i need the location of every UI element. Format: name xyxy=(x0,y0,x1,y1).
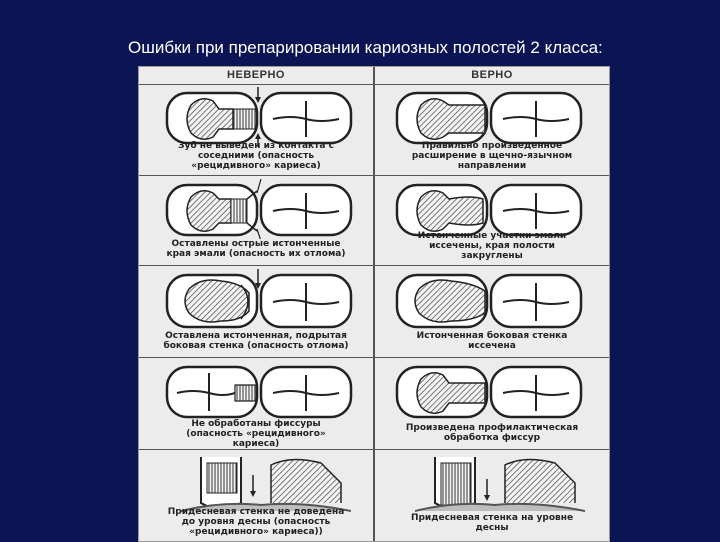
header-wrong: НЕВЕРНО xyxy=(227,69,285,81)
tooth-diagram-right-1 xyxy=(391,87,591,147)
slide-title: Ошибки при препарировании кариозных полостей 2 класса: xyxy=(128,38,603,57)
caption-wrong-4: Не обработаны фиссуры (опасность «рецидивного» кариеса) xyxy=(186,419,326,449)
row-divider xyxy=(139,265,609,266)
tooth-diagram-right-2 xyxy=(391,179,591,239)
tooth-diagram-wrong-2 xyxy=(161,179,361,239)
caption-right-4: Произведена профилактическая обработка фиссур xyxy=(405,423,579,443)
header-right: ВЕРНО xyxy=(471,69,513,81)
caption-right-2: Истонченные участки эмали иссечены, края полости закруглены xyxy=(417,231,567,261)
dental-figure xyxy=(138,66,610,542)
row-divider xyxy=(139,357,609,358)
tooth-diagram-wrong-1 xyxy=(161,87,361,147)
caption-wrong-5: Придесневая стенка не доведена до уровня десны (опасность «рецидивного» кариеса)) xyxy=(167,507,345,537)
caption-right-1: Правильно произведенное расширение в щечно-язычном направлении xyxy=(411,141,573,171)
caption-right-5: Придесневая стенка на уровне десны xyxy=(410,513,574,533)
caption-wrong-3: Оставлена истонченная, подрытая боковая стенка (опасность отлома) xyxy=(163,331,349,351)
tooth-diagram-wrong-4 xyxy=(161,361,361,421)
row-divider xyxy=(139,449,609,450)
caption-wrong-1: Зуб не выведен из контакта с соседними (опасность «рецидивного» кариеса) xyxy=(178,141,334,171)
caption-right-3: Истонченная боковая стенка иссечена xyxy=(416,331,568,351)
tooth-diagram-wrong-3 xyxy=(161,269,361,331)
tooth-diagram-right-5 xyxy=(415,453,585,515)
caption-wrong-2: Оставлены острые истонченные края эмали (опасность их отлома) xyxy=(166,239,346,259)
tooth-diagram-right-3 xyxy=(391,269,591,331)
tooth-diagram-right-4 xyxy=(391,361,591,421)
row-divider xyxy=(139,175,609,176)
column-divider xyxy=(373,67,375,541)
tooth-diagram-wrong-5 xyxy=(181,453,351,515)
